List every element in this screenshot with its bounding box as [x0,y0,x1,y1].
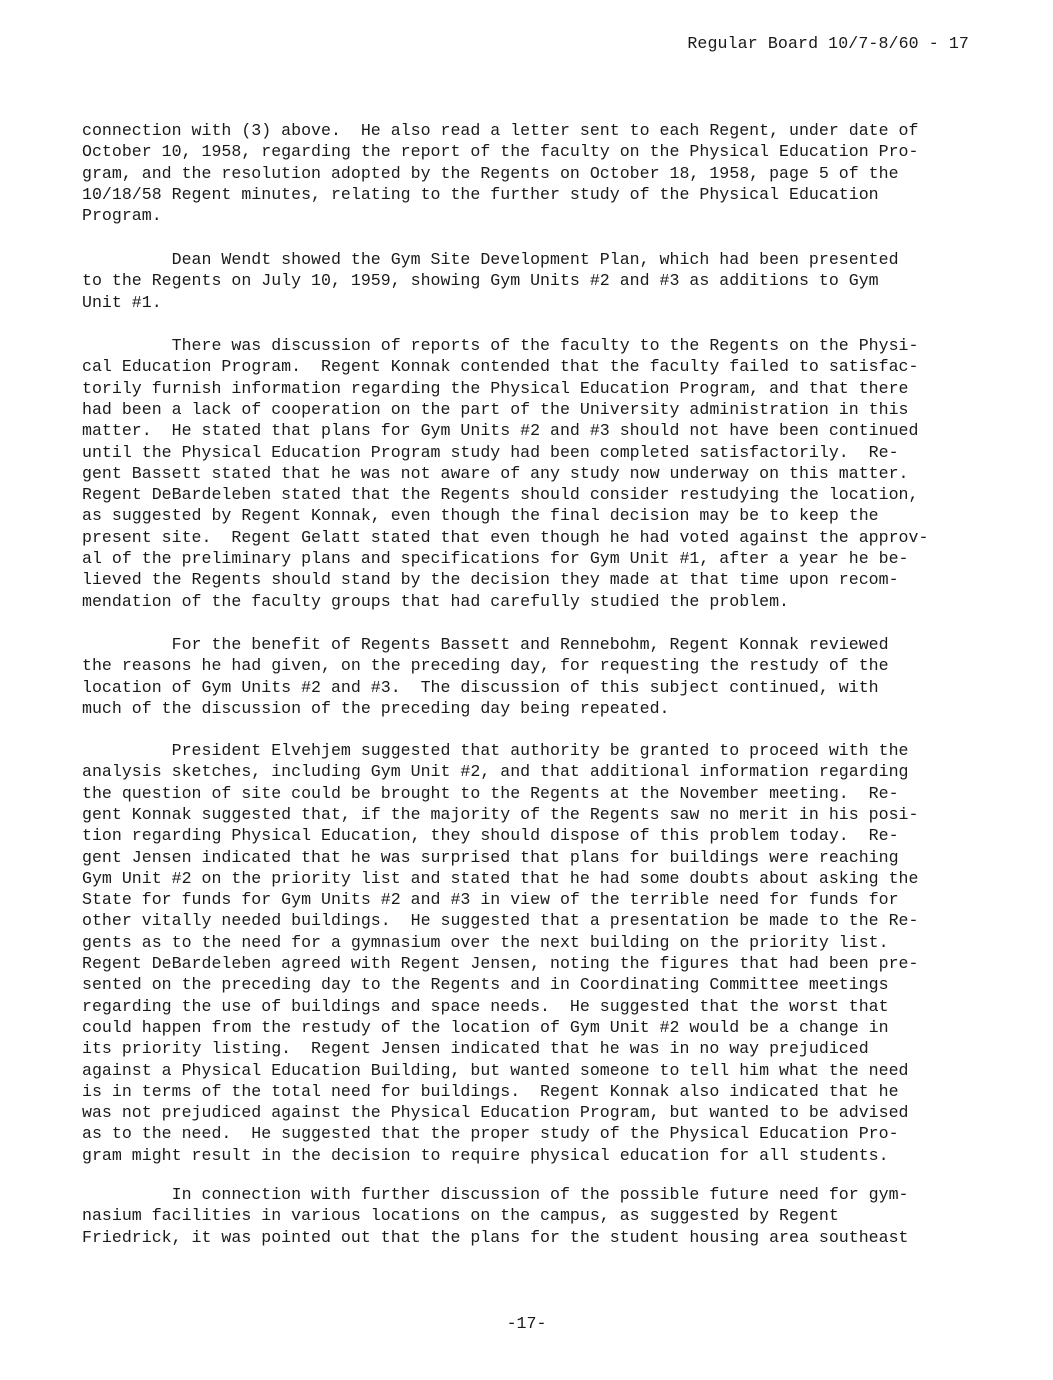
text-line: 10/18/58 Regent minutes, relating to the further study of the Physical Education [82,184,879,204]
text-line: al of the preliminary plans and specifications for Gym Unit #1, after a year he be- [82,549,909,568]
text-line: sented on the preceding day to the Regents and in Coordinating Committee meetings [82,975,889,995]
text-line: lieved the Regents should stand by the decision they made at that time upon recom- [82,570,899,590]
text-line: analysis sketches, including Gym Unit #2, and that additional information regarding [82,762,909,782]
text-line: as to the need. He suggested that the proper study of the Physical Education Pro- [82,1124,899,1144]
text-line: mendation of the faculty groups that had carefully studied the problem. [82,591,790,611]
text-line: Dean Wendt showed the Gym Site Development Plan, which had been presented [82,250,899,269]
text-line: connection with (3) above. He also read a letter sent to each Regent, under date of [82,121,919,140]
text-line: gram might result in the decision to require physical education for all students. [82,1145,889,1165]
text-line: gram, and the resolution adopted by the Regents on October 18, 1958, page 5 of the [82,163,899,183]
running-header: Regular Board 10/7-8/60 - 17 [687,34,969,53]
text-line: Regent DeBardeleben agreed with Regent Jensen, noting the figures that had been pre- [82,954,919,973]
text-line: State for funds for Gym Units #2 and #3 in view of the terrible need for funds for [82,890,899,910]
text-line: Unit #1. [82,292,162,312]
text-line: the reasons he had given, on the preceding day, for requesting the restudy of the [82,656,889,676]
text-line: to the Regents on July 10, 1959, showing Gym Units #2 and #3 as additions to Gym [82,271,879,291]
text-line: nasium facilities in various locations on the campus, as suggested by Regent [82,1206,839,1226]
text-line: There was discussion of reports of the faculty to the Regents on the Physi- [82,336,919,355]
text-line: against a Physical Education Building, but wanted someone to tell him what the need [82,1060,909,1080]
text-line: Regent DeBardeleben stated that the Regents should consider restudying the location, [82,485,919,505]
text-line: other vitally needed buildings. He suggested that a presentation be made to the Re- [82,911,919,931]
text-line: October 10, 1958, regarding the report of the faculty on the Physical Education Pro- [82,142,919,162]
text-line: For the benefit of Regents Bassett and Rennebohm, Regent Konnak reviewed [82,635,889,654]
text-line: its priority listing. Regent Jensen indicated that he was in no way prejudiced [82,1039,869,1059]
text-line: torily furnish information regarding the Physical Education Program, and that there [82,378,909,398]
text-line: gent Konnak suggested that, if the majority of the Regents saw no merit in his posi- [82,804,919,824]
text-line: until the Physical Education Program study had been completed satisfactorily. Re- [82,442,899,462]
text-line: gents as to the need for a gymnasium over the next building on the priority list. [82,932,889,952]
text-line: location of Gym Units #2 and #3. The discussion of this subject continued, with [82,677,879,697]
text-line: regarding the use of buildings and space needs. He suggested that the worst that [82,996,889,1016]
text-line: cal Education Program. Regent Konnak contended that the faculty failed to satisfac- [82,357,919,377]
text-line: gent Bassett stated that he was not aware of any study now underway on this matter. [82,463,909,483]
text-line: present site. Regent Gelatt stated that even though he had voted against the approv- [82,527,929,547]
page-number: -17- [506,1314,547,1333]
text-line: Gym Unit #2 on the priority list and stated that he had some doubts about asking the [82,868,919,888]
text-line: had been a lack of cooperation on the part of the University administration in this [82,399,909,419]
text-line: Friedrick, it was pointed out that the plans for the student housing area southeast [82,1227,909,1247]
text-line: was not prejudiced against the Physical Education Program, but wanted to be advised [82,1103,909,1123]
text-line: In connection with further discussion of the possible future need for gym- [82,1185,909,1204]
text-line: tion regarding Physical Education, they should dispose of this problem today. Re- [82,826,899,846]
text-line: the question of site could be brought to the Regents at the November meeting. Re- [82,783,899,803]
text-line: Program. [82,206,162,226]
text-line: is in terms of the total need for buildings. Regent Konnak also indicated that he [82,1081,899,1101]
text-line: matter. He stated that plans for Gym Units #2 and #3 should not have been continued [82,421,919,441]
text-line: as suggested by Regent Konnak, even though the final decision may be to keep the [82,506,879,526]
text-line: President Elvehjem suggested that authority be granted to proceed with the [82,741,909,760]
text-line: much of the discussion of the preceding day being repeated. [82,698,670,718]
text-line: could happen from the restudy of the location of Gym Unit #2 would be a change in [82,1017,889,1037]
text-line: gent Jensen indicated that he was surprised that plans for buildings were reaching [82,847,899,867]
